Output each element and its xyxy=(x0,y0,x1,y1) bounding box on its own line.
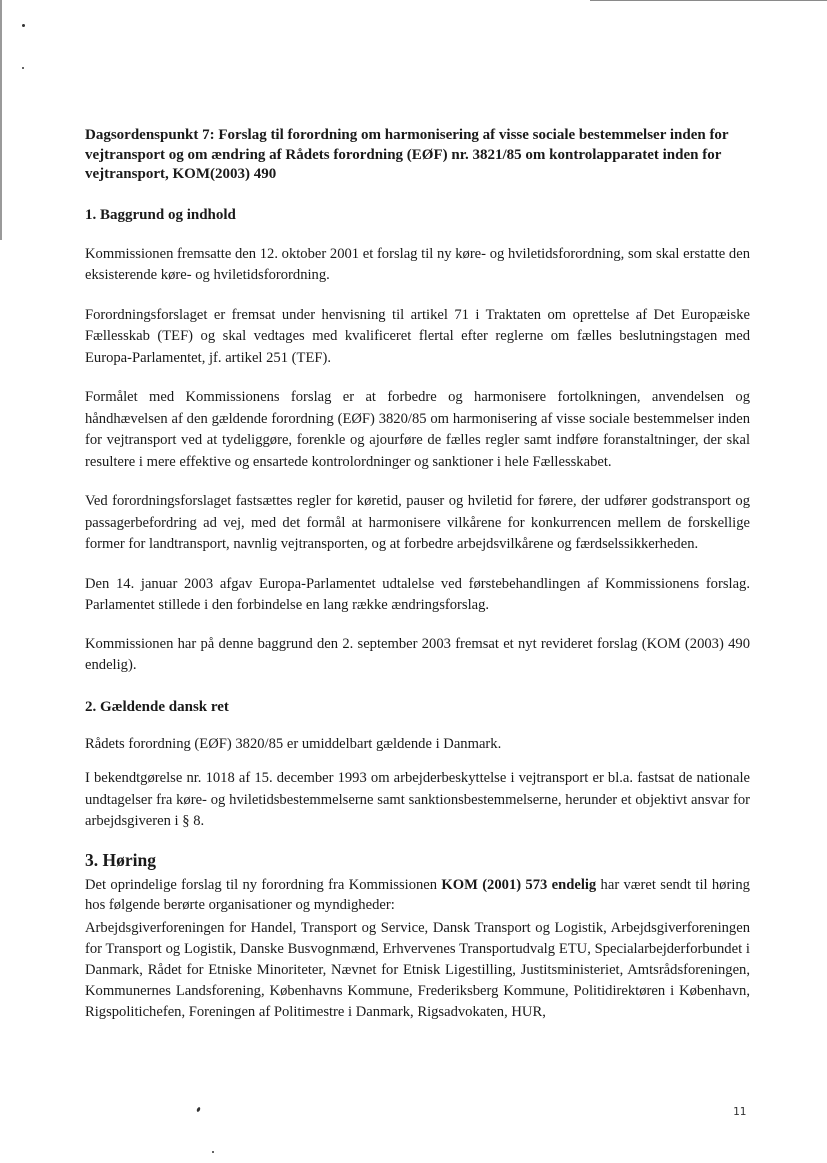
scan-edge-left xyxy=(0,0,2,240)
paragraph-text: har været sendt til høring hos følgende berørte organisationer og myndigheder: xyxy=(85,876,750,913)
agenda-item-title: Dagsordenspunkt 7: Forslag til forordning om harmonisering af visse sociale bestemmelser inden for vejtransport og om ændring af Rådets forordning (EØF) nr. 3821/85 om kontrolapparatet inden for vejtransport, KOM(2003) 490 xyxy=(85,127,729,182)
document-reference: KOM (2001) 573 endelig xyxy=(441,876,597,893)
paragraph: Kommissionen har på denne baggrund den 2. september 2003 fremsat et nyt revideret forslag (KOM (2003) 490 endelig). xyxy=(85,635,750,673)
paragraph: Forordningsforslaget er fremsat under henvisning til artikel 71 i Traktaten om oprettelse af Det Europæiske Fællesskab (TEF) og skal vedtages med kvalificeret flertal efter reglerne om fælles beslutningstagen med Europa-Parlamentet, jf. artikel 251 (TEF). xyxy=(85,306,750,366)
paragraph: I bekendtgørelse nr. 1018 af 15. december 1993 om arbejderbeskyttelse i vejtransport er bl.a. fastsat de nationale undtagelser fra køre- og hviletidsbestemmelserne samt sanktionsbestemmelserne, herunder et objektivt ansvar for arbejdsgiveren i § 8. xyxy=(85,770,750,829)
paragraph xyxy=(85,875,750,916)
scan-speck xyxy=(22,67,24,69)
scan-speck xyxy=(22,24,25,27)
paragraph-text: Det oprindelige forslag til ny forordning fra Kommissionen xyxy=(85,876,442,893)
paragraph: Formålet med Kommissionens forslag er at forbedre og harmonisere fortolkningen, anvendelsen og håndhævelsen af den gældende forordning (EØF) 3820/85 om harmonisering af visse sociale bestemmelser inden for vejtransport ved at tydeliggøre, forenkle og ajourføre de fælles regler samt indføre foranstaltninger, der skal resultere i mere effektive og ensartede kontrolordninger og sanktioner i hele Fællesskabet. xyxy=(85,389,750,470)
section-heading-consultation: 3. Høring xyxy=(85,849,156,870)
paragraph: Kommissionen fremsatte den 12. oktober 2001 et forslag til ny køre- og hviletidsforordning, som skal erstatte den eksisterende køre- og hviletidsforordning. xyxy=(85,245,750,283)
page-number: 11 xyxy=(733,1105,747,1118)
scan-edge-top xyxy=(590,0,827,1)
scan-speck xyxy=(212,1151,214,1153)
scan-speck xyxy=(196,1107,201,1113)
document-body xyxy=(85,126,750,1024)
paragraph: Den 14. januar 2003 afgav Europa-Parlamentet udtalelse ved førstebehandlingen af Kommissionens forslag. Parlamentet stillede i den forbindelse en lang række ændringsforslag. xyxy=(85,575,750,613)
paragraph: Rådets forordning (EØF) 3820/85 er umiddelbart gældende i Danmark. xyxy=(85,735,502,752)
paragraph: Arbejdsgiverforeningen for Handel, Transport og Service, Dansk Transport og Logistik, Arbejdsgiverforeningen for Transport og Logistik, Danske Busvognmænd, Erhvervenes Transportudvalg ETU, Specialarbejderforbundet i Danmark, Rådet for Etniske Minoriteter, Nævnet for Etnisk Ligestilling, Justitsministeriet, Amtsrådsforeningen, Kommunernes Landsforening, Københavns Kommune, Frederiksberg Kommune, Politidirektøren i København, Rigspolitichefen, Foreningen af Politimestre i Danmark, Rigsadvokaten, HUR, xyxy=(85,919,750,1021)
section-heading-background: 1. Baggrund og indhold xyxy=(85,206,236,223)
paragraph: Ved forordningsforslaget fastsættes regler for køretid, pauser og hviletid for førere, der udfører godstransport og passagerbefordring ad vej, med det formål at harmonisere vilkårene for konkurrencen mellem de forskellige former for landtransport, navnlig vejtransporten, og at forbedre arbejdsvilkårene og færdselssikkerheden. xyxy=(85,493,750,552)
section-heading-danish-law: 2. Gældende dansk ret xyxy=(85,698,229,715)
